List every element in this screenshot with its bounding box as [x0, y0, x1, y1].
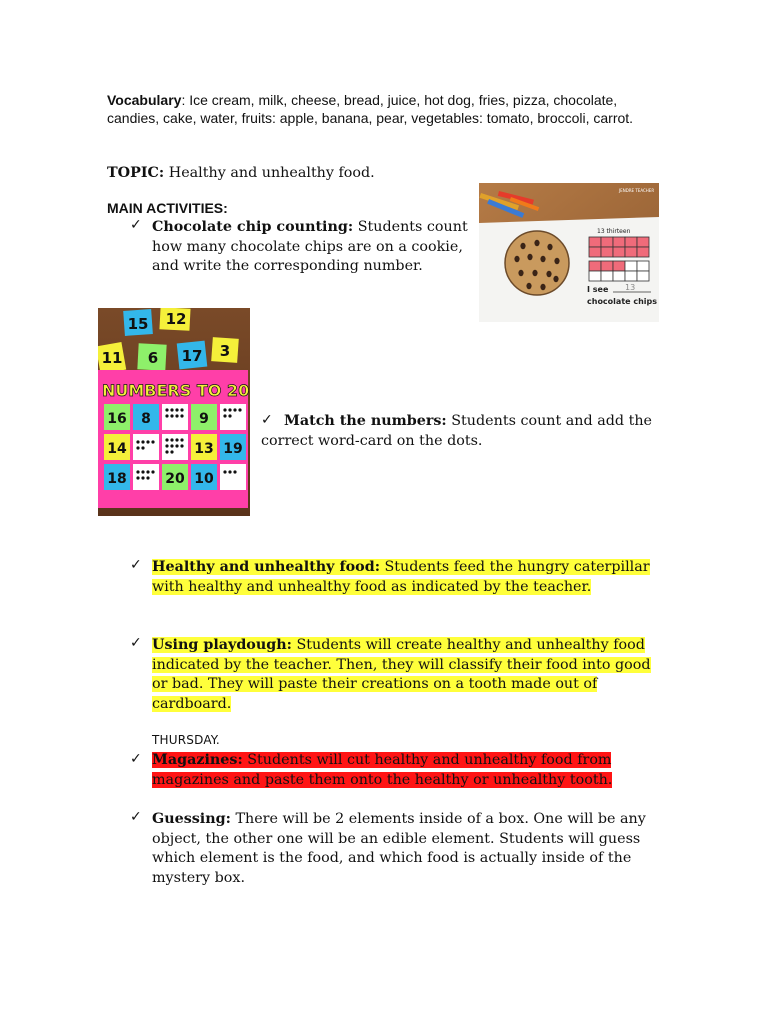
topic-text: Healthy and unhealthy food.: [164, 165, 375, 181]
board-banner: NUMBERS TO 20: [102, 381, 250, 400]
cell-18: 18: [107, 471, 127, 487]
checkmark-icon: ✓: [261, 412, 273, 428]
card-6: 6: [147, 349, 159, 367]
card-15: 15: [127, 315, 149, 333]
vocabulary-paragraph: [107, 92, 667, 127]
cell-10: 10: [194, 471, 214, 487]
cell-8: 8: [141, 411, 151, 427]
numbers-to-20-photo: [98, 308, 250, 516]
chocolate-chip-worksheet-photo: [479, 183, 659, 322]
card-17: 17: [181, 347, 203, 365]
activity-title: Chocolate chip counting:: [152, 219, 354, 235]
cell-13: 13: [194, 441, 214, 457]
cell-16: 16: [107, 411, 127, 427]
activity-title: Using playdough:: [152, 637, 292, 653]
highlight-red: [152, 752, 612, 788]
activity-description: Students will cut healthy and unhealthy food from magazines and paste them onto the healthy or unhealthy tooth.: [152, 752, 613, 788]
card-12: 12: [165, 310, 187, 328]
activity-description: Students will create healthy and unhealthy food indicated by the teacher. Then, they will classify their food into good or bad. They will paste their creations on a tooth made out of cardboard.: [152, 637, 651, 712]
thursday-label: THURSDAY.: [152, 733, 220, 747]
worksheet-line1: I see: [587, 285, 609, 294]
activity-playdough: [152, 636, 662, 714]
activity-description: There will be 2 elements inside of a box. One will be any object, the other one will be an edible element. Students will guess which element is the food, and which food is actually inside of the mystery box.: [152, 811, 646, 886]
activity-title: Match the numbers:: [284, 413, 447, 429]
checkmark-icon: ✓: [130, 217, 142, 233]
activity-chocolate-chip: [152, 218, 474, 277]
activity-magazines: [152, 751, 652, 790]
checkmark-icon: ✓: [130, 557, 142, 573]
activity-description: Students count and add the correct word-card on the dots.: [261, 413, 652, 449]
vocabulary-label: Vocabulary: [107, 92, 182, 108]
cell-20: 20: [165, 471, 185, 487]
highlight-yellow: [152, 637, 651, 712]
activity-match-numbers: [261, 412, 666, 451]
activity-description: Students count how many chocolate chips are on a cookie, and write the corresponding number.: [152, 219, 468, 274]
worksheet-line2: chocolate chips: [587, 297, 658, 306]
activity-healthy-food: [152, 558, 652, 597]
checkmark-icon: ✓: [130, 751, 142, 767]
activity-title: Healthy and unhealthy food:: [152, 559, 380, 575]
cell-14: 14: [107, 441, 127, 457]
activity-title: Guessing:: [152, 811, 231, 827]
card-11: 11: [101, 349, 123, 367]
worksheet-handwritten: 13: [625, 283, 636, 292]
worksheet-brand: JENDRE TEACHER: [619, 188, 655, 193]
activity-guessing: [152, 810, 664, 888]
checkmark-icon: ✓: [130, 809, 142, 825]
topic-label: TOPIC:: [107, 165, 165, 181]
card-3: 3: [219, 342, 231, 360]
topic-line: [107, 164, 375, 182]
main-activities-heading: MAIN ACTIVITIES:: [107, 200, 228, 216]
worksheet-header: 13 thirteen: [597, 228, 631, 235]
activity-description: Students feed the hungry caterpillar with healthy and unhealthy food as indicated by the teacher.: [152, 559, 650, 595]
activity-title: Magazines:: [152, 752, 243, 768]
cell-9: 9: [199, 411, 209, 427]
cell-19: 19: [223, 441, 243, 457]
vocabulary-text: : Ice cream, milk, cheese, bread, juice, hot dog, fries, pizza, chocolate, candies, cake, water, fruits: apple, banana, pear, vegetables: tomato, broccoli, carrot.: [107, 92, 634, 126]
checkmark-icon: ✓: [130, 635, 142, 651]
highlight-yellow: [152, 559, 650, 595]
